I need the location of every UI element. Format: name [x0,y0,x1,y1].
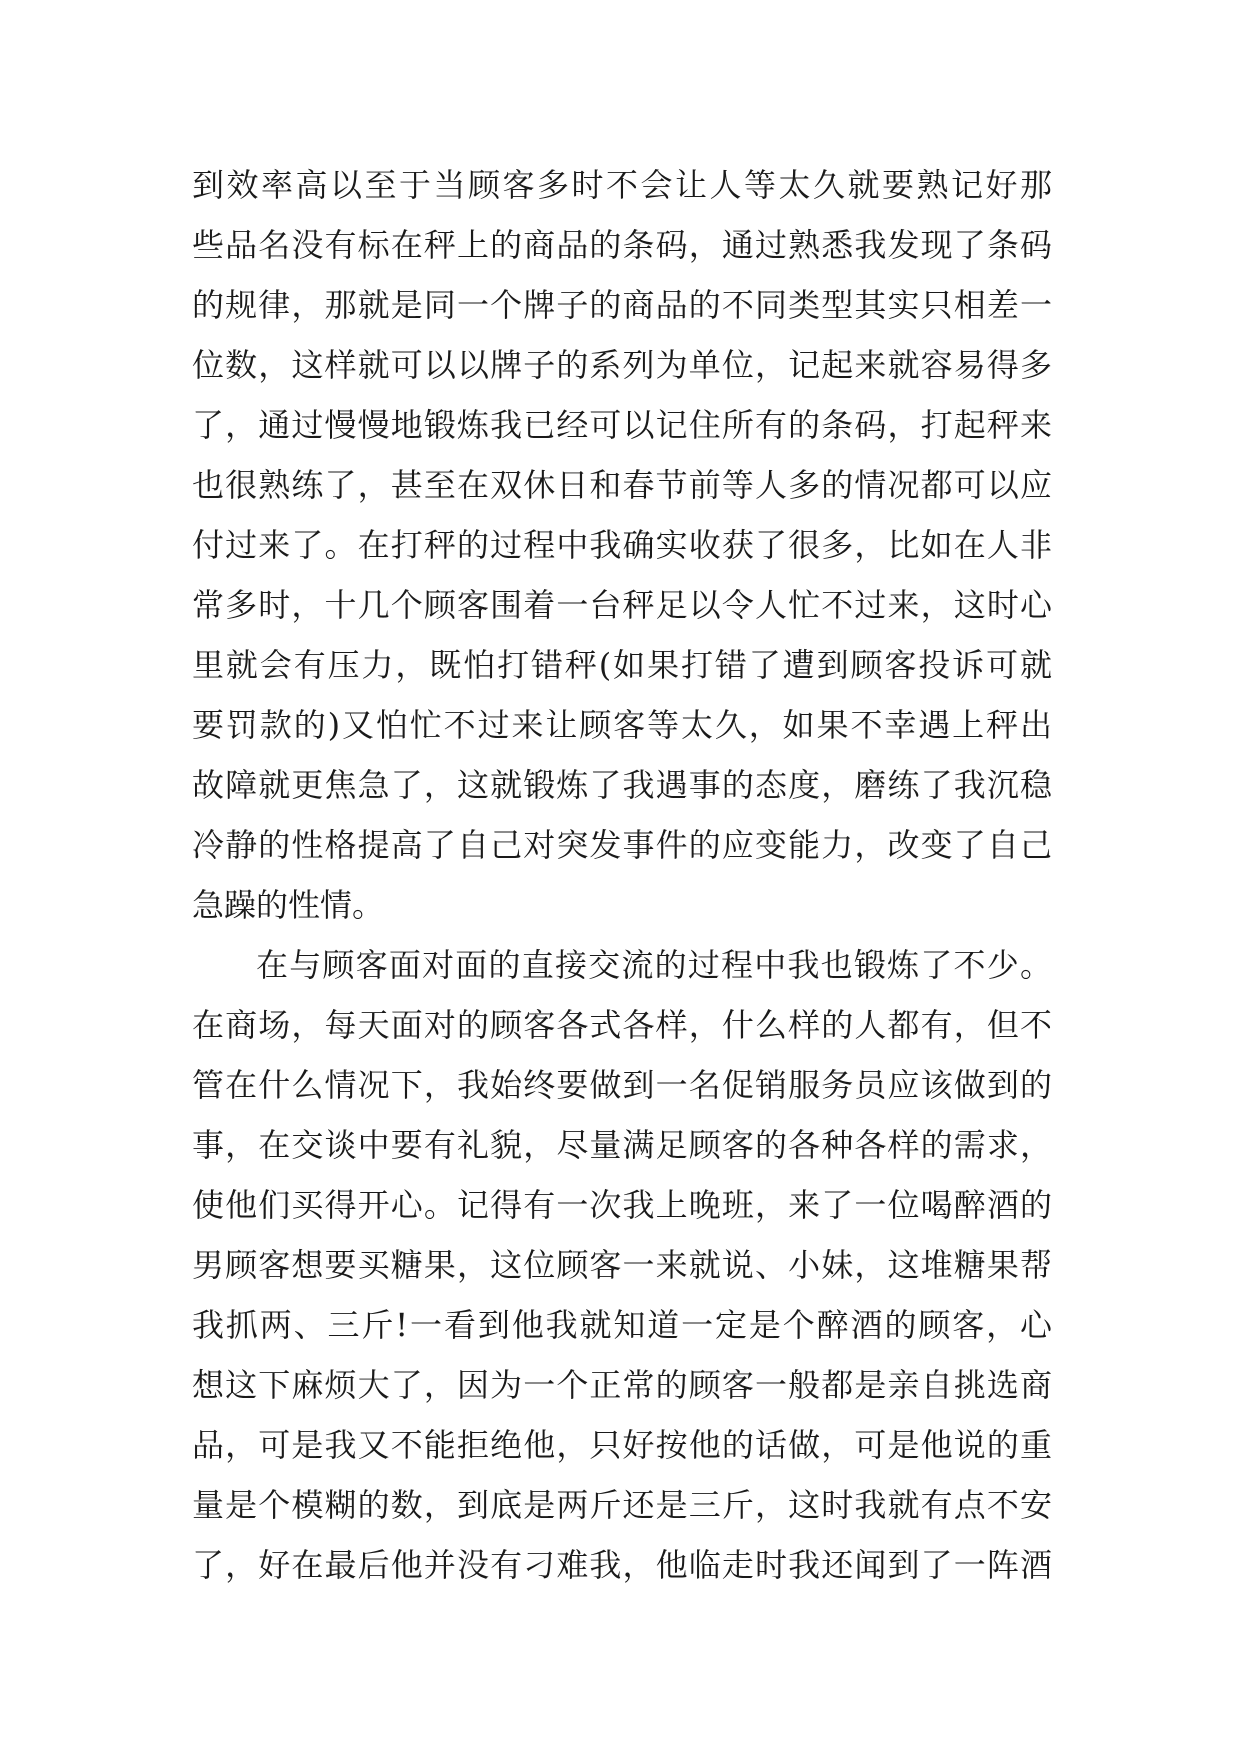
text-line: 些品名没有标在秤上的商品的条码，通过熟悉我发现了条码 [192,226,1052,264]
text-line: 管在什么情况下，我始终要做到一名促销服务员应该做到的 [192,1066,1052,1104]
text-line: 了，通过慢慢地锻炼我已经可以记住所有的条码，打起秤来 [192,406,1052,444]
paragraph-1 [192,155,1052,935]
text-line: 想这下麻烦大了，因为一个正常的顾客一般都是亲自挑选商 [192,1366,1052,1404]
text-line: 品，可是我又不能拒绝他，只好按他的话做，可是他说的重 [192,1426,1052,1464]
text-line: 常多时，十几个顾客围着一台秤足以令人忙不过来，这时心 [192,586,1052,624]
paragraph-2 [192,935,1052,1595]
text-line: 使他们买得开心。记得有一次我上晚班，来了一位喝醉酒的 [192,1186,1052,1224]
text-line: 冷静的性格提高了自己对突发事件的应变能力，改变了自己 [192,826,1052,864]
text-line: 在与顾客面对面的直接交流的过程中我也锻炼了不少。 [256,946,1052,984]
text-line: 也很熟练了，甚至在双休日和春节前等人多的情况都可以应 [192,466,1052,504]
text-line: 急躁的性情。 [192,886,385,924]
text-line: 故障就更焦急了，这就锻炼了我遇事的态度，磨练了我沉稳 [192,766,1052,804]
text-line: 事，在交谈中要有礼貌，尽量满足顾客的各种各样的需求， [192,1126,1052,1164]
text-line: 付过来了。在打秤的过程中我确实收获了很多，比如在人非 [192,526,1052,564]
text-line: 男顾客想要买糖果，这位顾客一来就说、小妹，这堆糖果帮 [192,1246,1052,1284]
text-line: 在商场，每天面对的顾客各式各样，什么样的人都有，但不 [192,1006,1052,1044]
text-line: 了，好在最后他并没有刁难我，他临走时我还闻到了一阵酒 [192,1546,1052,1584]
text-line: 量是个模糊的数，到底是两斤还是三斤，这时我就有点不安 [192,1486,1052,1524]
text-line: 的规律，那就是同一个牌子的商品的不同类型其实只相差一 [192,286,1052,324]
text-line: 位数，这样就可以以牌子的系列为单位，记起来就容易得多 [192,346,1052,384]
text-line: 我抓两、三斤!一看到他我就知道一定是个醉酒的顾客，心 [192,1306,1052,1344]
text-line: 里就会有压力，既怕打错秤(如果打错了遭到顾客投诉可就 [192,646,1052,684]
body-text [192,155,1052,1595]
text-line: 要罚款的)又怕忙不过来让顾客等太久，如果不幸遇上秤出 [192,706,1052,744]
text-line: 到效率高以至于当顾客多时不会让人等太久就要熟记好那 [192,166,1052,204]
